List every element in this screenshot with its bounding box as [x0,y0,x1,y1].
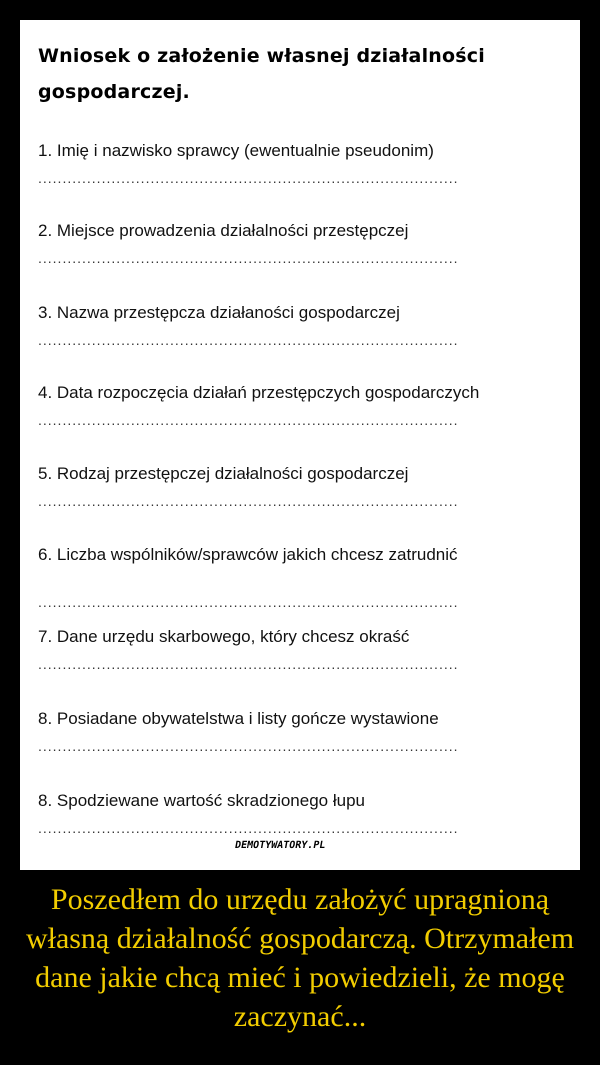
form-item-label: 5. Rodzaj przestępczej działalności gospodarczej [38,464,409,483]
form-item-label: 8. Posiadane obywatelstwa i listy gończe wystawione [38,709,439,728]
form-title: Wniosek o założenie własnej działalności gospodarczej. [38,45,485,103]
form-item-dots: ...................................................................................... [38,656,459,672]
form-item-dots: ...................................................................................... [38,250,459,266]
form-item-6 [38,544,562,610]
form-item-5 [38,463,562,509]
form-item-dots: ...................................................................................... [38,332,459,348]
form-item-dots: ...................................................................................... [38,493,459,509]
form-item-7 [38,626,562,672]
form-item-label: 8. Spodziewane wartość skradzionego łupu [38,791,365,810]
form-item-3 [38,302,562,348]
form-item-dots: ...................................................................................... [38,738,459,754]
form-item-dots: ...................................................................................... [38,170,459,186]
form-item-label: 7. Dane urzędu skarbowego, który chcesz okraść [38,627,410,646]
form-item-8 [38,708,562,754]
site-watermark: DEMOTYWATORY.PL [199,838,362,854]
form-item-label: 2. Miejsce prowadzenia działalności przestępczej [38,221,409,240]
form-item-label: 6. Liczba wspólników/sprawców jakich chcesz zatrudnić [38,545,458,564]
form-item-dots: ...................................................................................... [38,820,459,836]
form-item-9 [38,790,562,836]
form-item-dots: ...................................................................................... [38,412,459,428]
form-item-label: 1. Imię i nazwisko sprawcy (ewentualnie pseudonim) [38,141,434,160]
form-item-2 [38,220,562,266]
form-item-4 [38,382,562,428]
meme-caption: Poszedłem do urzędu założyć upragnioną własną działalność gospodarczą. Otrzymałem dane jakie chcą mieć i powiedzieli, że mogę zaczynać... [25,883,575,1033]
form-item-label: 3. Nazwa przestępcza działaności gospodarczej [38,303,400,322]
form-item-label: 4. Data rozpoczęcia działań przestępczych gospodarczych [38,383,480,402]
meme-panel [20,20,580,870]
form-item-dots: ...................................................................................... [38,594,459,610]
form-item-1 [38,140,562,186]
